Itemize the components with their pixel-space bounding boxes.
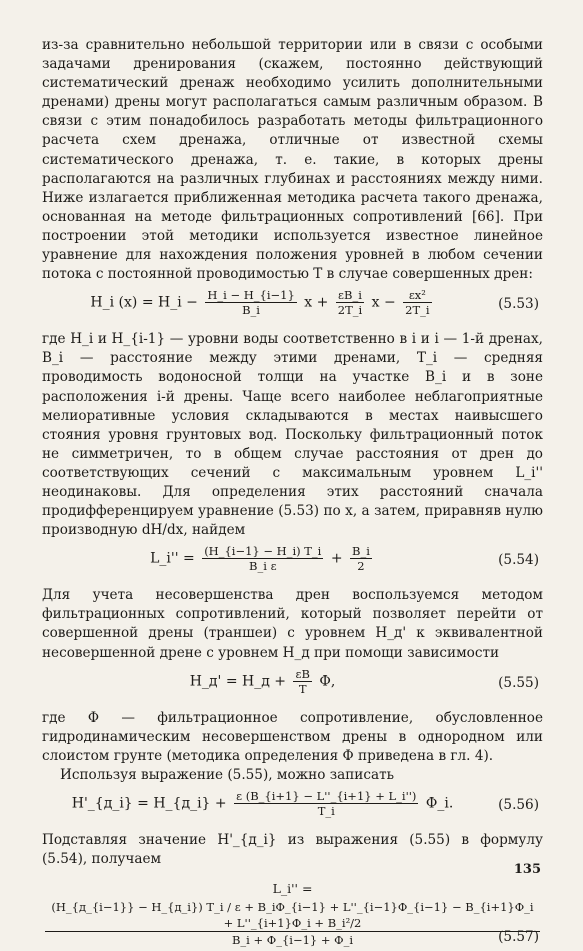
eq56-tail: Φ_i.: [425, 795, 454, 812]
eq53-frac3-den: 2T_i: [405, 303, 430, 318]
eq56-frac1: [234, 789, 418, 818]
eq57-lhs: L_i'' =: [272, 881, 313, 897]
equation-number-5-53: (5.53): [498, 296, 539, 313]
paragraph-3: Для учета несовершенства дрен воспользуемся методом фильтрационных сопротивлений, который позволяет перейти от совершенной дрены (траншеи) с уровнем H_д' к эквивалентной несовершенной дрене с уровнем H_д при помощи зависимости: [42, 587, 543, 661]
eq53-frac1: [205, 288, 296, 317]
eq55-tail: Φ,: [319, 673, 336, 690]
eq54-lhs: L_i'' =: [150, 550, 195, 567]
eq54-frac1-den: B_i ε: [249, 559, 277, 574]
eq56-frac1-den: T_i: [317, 804, 335, 818]
eq57-numerator: (H_{д_{i−1}} − H_{д_i}) T_i / ε + B_iΦ_{i−1} + L''_{i−1}Φ_{i−1} − B_{i+1}Φ_i + L''_{i+1}Φ_i + B_i²/2: [45, 899, 540, 932]
eq53-frac3-num: εx²: [403, 288, 431, 303]
eq55-frac1-num: εB: [295, 666, 310, 681]
paragraph-6: Подставляя значение H'_{д_i} из выражения (5.55) в формулу (5.54), получаем: [42, 832, 543, 868]
eq54-frac2: [350, 544, 372, 573]
eq55-frac1-den: T: [298, 681, 307, 696]
eq55-lhs: H_д' = H_д +: [189, 673, 287, 690]
equation-5-53: [42, 286, 543, 328]
eq57-frac: [45, 899, 540, 948]
eq54-frac2-num: B_i: [352, 544, 370, 559]
paragraph-5: Используя выражение (5.55), можно записать: [60, 766, 394, 783]
eq54-frac2-den: 2: [357, 559, 365, 574]
eq56-frac1-num: ε (B_{i+1} − L''_{i+1} + L_i''): [236, 789, 417, 803]
equation-5-57: [42, 871, 543, 951]
paragraph-1: из-за сравнительно небольшой территории или в связи с особыми задачами дренирования (скажем, постоянно действующий систематический дренаж необходимо усилить дополнительными дренами) дрены могут располагаться самым различным образом. В связи с этим понадобилось разработать методы фильтрационного расчета схем дренажа, отличные от известной схемы систематического дренажа, т. е. такие, в которых дрены располагаются на различных глубинах и расстояниях между ними. Ниже излагается приближенная методика расчета такого дренажа, основанная на методе фильтрационных сопротивлений [66]. При построении этой методики используется известное линейное уравнение для нахождения положения уровней в любом сечении потока с постоянной проводимостью T в случае совершенных дрен:: [42, 37, 543, 283]
eq54-frac1: [202, 544, 323, 573]
paragraph-2: где H_i и H_{i-1} — уровни воды соответственно в i и i — 1-й дренах, B_i — расстояние между этими дренами, T_i — средняя проводимость водоносной толщи на участке B_i и в зоне расположения i-й дрены. Чаще всего наиболее неблагоприятные мелиоративные условия складываются в местах наивысшего стояния уровня грунтовых вод. Поскольку фильтрационный поток не симметричен, то в общем случае расстояния от дрен до соответствующих сечений с максимальным уровнем L_i'' неодинаковы. Для определения этих расстояний сначала продифференцируем уравнение (5.53) по x, а затем, приравняв нулю производную dH/dx, найдем: [42, 331, 543, 539]
equation-5-54: [42, 542, 543, 584]
eq53-frac2-den: 2T_i: [337, 303, 363, 318]
eq55-frac1: [293, 667, 311, 696]
equation-5-56: [42, 787, 543, 829]
eq53-frac2-num: εB_i: [336, 288, 364, 303]
equation-5-55: [42, 665, 543, 707]
eq53-frac2: [336, 288, 364, 317]
eq53-mid: x +: [304, 294, 329, 311]
page-number: 135: [513, 862, 541, 877]
eq54-mid: +: [330, 550, 343, 567]
eq53-mid2: x −: [371, 294, 396, 311]
eq53-frac3: [403, 288, 431, 317]
eq54-frac1-num: (H_{i−1} − H_i) T_i: [204, 544, 322, 559]
eq53-frac1-den: B_i: [242, 303, 260, 318]
eq57-denominator: B_i + Φ_{i−1} + Φ_i: [231, 933, 354, 948]
eq53-frac1-num: H_i − H_{i−1}: [207, 288, 295, 303]
equation-number-5-56: (5.56): [498, 797, 539, 813]
paragraph-4: где Φ — фильтрационное сопротивление, обусловленное гидродинамическим несовершенством дрены в однородном или слоистом грунте (методика определения Φ приведена в гл. 4).: [42, 709, 543, 764]
equation-number-5-55: (5.55): [498, 674, 539, 691]
equation-number-5-54: (5.54): [498, 552, 539, 569]
eq53-lhs: H_i (x) = H_i −: [90, 294, 198, 311]
equation-number-5-57: (5.57): [498, 929, 539, 946]
eq56-lhs: H'_{д_i} = H_{д_i} +: [71, 795, 227, 812]
